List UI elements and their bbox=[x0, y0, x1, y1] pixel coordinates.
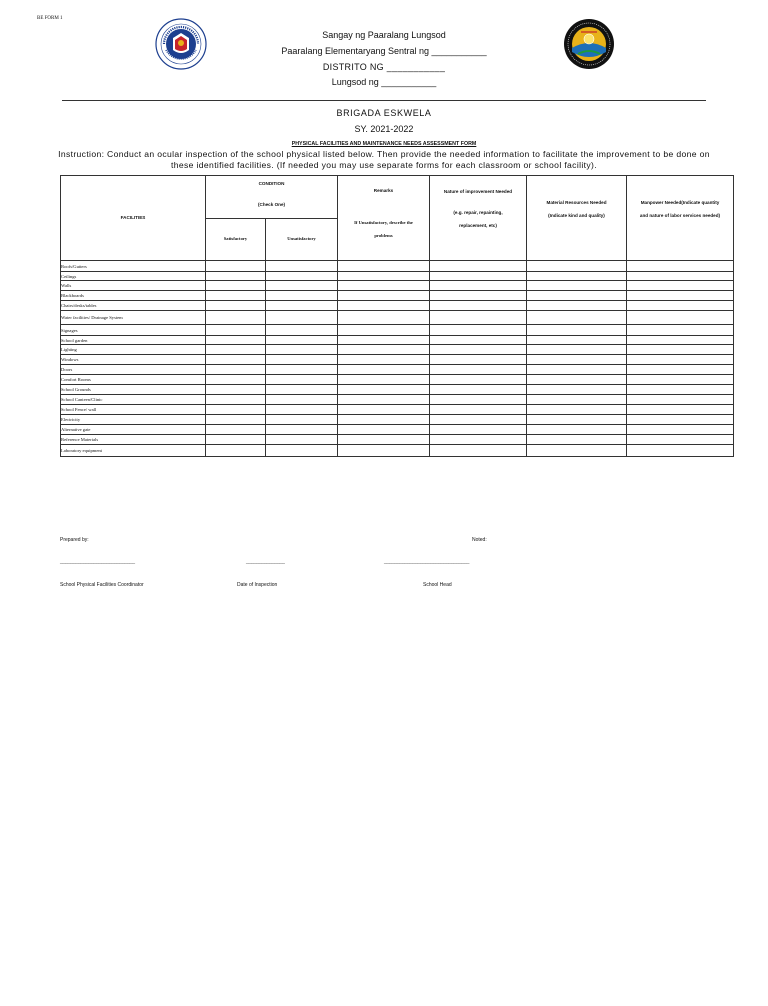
unsatisfactory-check-cell[interactable] bbox=[266, 291, 338, 301]
nature-cell[interactable] bbox=[430, 261, 527, 272]
header-city: Lungsod ng ___________ bbox=[331, 77, 437, 87]
material-header bbox=[527, 176, 627, 261]
nature-cell[interactable] bbox=[430, 445, 527, 457]
material-cell[interactable] bbox=[527, 272, 627, 281]
remarks-cell[interactable] bbox=[338, 375, 430, 385]
table-row bbox=[61, 301, 734, 311]
material-cell[interactable] bbox=[527, 365, 627, 375]
facility-name-cell: Comfort Rooms bbox=[61, 375, 206, 385]
table-row bbox=[61, 325, 734, 336]
assessment-table bbox=[60, 175, 734, 457]
table-row bbox=[61, 261, 734, 272]
table-row bbox=[61, 336, 734, 345]
remarks-cell[interactable] bbox=[338, 445, 430, 457]
remarks-label: Remarks bbox=[373, 188, 394, 193]
satisfactory-check-cell[interactable] bbox=[206, 395, 266, 405]
coordinator-signature-line[interactable]: _____________________________ bbox=[60, 559, 135, 565]
nature-cell[interactable] bbox=[430, 385, 527, 395]
nature-label: Nature of improvement Needed bbox=[443, 189, 513, 194]
satisfactory-check-cell[interactable] bbox=[206, 405, 266, 415]
facility-name-cell: School garden bbox=[61, 336, 206, 345]
unsatisfactory-check-cell[interactable] bbox=[266, 415, 338, 425]
unsatisfactory-check-cell[interactable] bbox=[266, 375, 338, 385]
facilities-header-label: FACILITIES bbox=[120, 215, 146, 220]
facility-name-cell: School Canteen/Clinic bbox=[61, 395, 206, 405]
header-district: DISTRITO NG ___________ bbox=[322, 62, 446, 72]
noted-label: Noted: bbox=[472, 537, 487, 543]
manpower-cell[interactable] bbox=[627, 415, 734, 425]
head-caption: School Head bbox=[423, 582, 452, 588]
header-divider bbox=[62, 100, 706, 101]
table-row bbox=[61, 345, 734, 355]
remarks-cell[interactable] bbox=[338, 355, 430, 365]
nature-cell[interactable] bbox=[430, 301, 527, 311]
material-cell[interactable] bbox=[527, 301, 627, 311]
manpower-cell[interactable] bbox=[627, 311, 734, 325]
facility-name-cell: Roofs/Gutters bbox=[61, 261, 206, 272]
manpower-cell[interactable] bbox=[627, 345, 734, 355]
manpower-cell[interactable] bbox=[627, 405, 734, 415]
table-row bbox=[61, 311, 734, 325]
nature-cell[interactable] bbox=[430, 355, 527, 365]
nature-cell[interactable] bbox=[430, 281, 527, 291]
satisfactory-check-cell[interactable] bbox=[206, 272, 266, 281]
manpower-cell[interactable] bbox=[627, 261, 734, 272]
material-cell[interactable] bbox=[527, 425, 627, 435]
page-title: BRIGADA ESKWELA bbox=[336, 108, 432, 118]
material-cell[interactable] bbox=[527, 415, 627, 425]
form-name: PHYSICAL FACILITIES AND MAINTENANCE NEEDS ASSESSMENT FORM bbox=[291, 141, 477, 147]
check-one-label: (Check One) bbox=[257, 201, 286, 207]
instruction-text: Instruction: Conduct an ocular inspection of the school physical listed below. Then provide the needed information to facilitate the improvement to be done on these identified facilities. (If needed you may use separate forms for each classroom or school facility). bbox=[58, 149, 710, 170]
nature-note-line2: replacement, etc) bbox=[459, 223, 497, 228]
unsatisfactory-check-cell[interactable] bbox=[266, 385, 338, 395]
manpower-cell[interactable] bbox=[627, 385, 734, 395]
nature-cell[interactable] bbox=[430, 365, 527, 375]
table-row bbox=[61, 291, 734, 301]
satisfactory-check-cell[interactable] bbox=[206, 261, 266, 272]
manpower-cell[interactable] bbox=[627, 375, 734, 385]
nature-cell[interactable] bbox=[430, 435, 527, 445]
satisfactory-check-cell[interactable] bbox=[206, 445, 266, 457]
unsatisfactory-check-cell[interactable] bbox=[266, 311, 338, 325]
facilities-header bbox=[61, 176, 206, 261]
date-caption: Date of Inspection bbox=[237, 582, 278, 588]
unsatisfactory-check-cell[interactable] bbox=[266, 435, 338, 445]
unsatisfactory-check-cell[interactable] bbox=[266, 445, 338, 457]
nature-cell[interactable] bbox=[430, 325, 527, 336]
manpower-cell[interactable] bbox=[627, 272, 734, 281]
table-row bbox=[61, 445, 734, 457]
facility-name-cell: Windows bbox=[61, 355, 206, 365]
unsatisfactory-check-cell[interactable] bbox=[266, 425, 338, 435]
satisfactory-check-cell[interactable] bbox=[206, 385, 266, 395]
facility-name-cell: Blackboards bbox=[61, 291, 206, 301]
nature-cell[interactable] bbox=[430, 425, 527, 435]
unsatisfactory-check-cell[interactable] bbox=[266, 395, 338, 405]
nature-cell[interactable] bbox=[430, 336, 527, 345]
facility-name-cell: Water facilities/ Drainage System bbox=[61, 311, 206, 325]
remarks-cell[interactable] bbox=[338, 365, 430, 375]
facility-name-cell: Laboratory equipment bbox=[61, 445, 206, 457]
manpower-cell[interactable] bbox=[627, 301, 734, 311]
material-cell[interactable] bbox=[527, 355, 627, 365]
material-cell[interactable] bbox=[527, 281, 627, 291]
manpower-cell[interactable] bbox=[627, 291, 734, 301]
satisfactory-check-cell[interactable] bbox=[206, 301, 266, 311]
remarks-cell[interactable] bbox=[338, 336, 430, 345]
header-division: Sangay ng Paaralang Lungsod bbox=[322, 30, 446, 40]
satisfactory-check-cell[interactable] bbox=[206, 415, 266, 425]
prepared-by-label: Prepared by: bbox=[60, 537, 89, 543]
remarks-cell[interactable] bbox=[338, 311, 430, 325]
facility-name-cell: Ceilings bbox=[61, 272, 206, 281]
manpower-cell[interactable] bbox=[627, 355, 734, 365]
table-row bbox=[61, 272, 734, 281]
header-school: Paaralang Elementaryang Sentral ng ___________ bbox=[281, 46, 487, 56]
remarks-header bbox=[338, 176, 430, 261]
table-row bbox=[61, 415, 734, 425]
nature-cell[interactable] bbox=[430, 395, 527, 405]
satisfactory-check-cell[interactable] bbox=[206, 325, 266, 336]
satisfactory-check-cell[interactable] bbox=[206, 355, 266, 365]
material-cell[interactable] bbox=[527, 445, 627, 457]
manpower-cell[interactable] bbox=[627, 445, 734, 457]
manpower-header bbox=[627, 176, 734, 261]
satisfactory-header bbox=[206, 218, 266, 261]
table-row bbox=[61, 435, 734, 445]
table-row bbox=[61, 425, 734, 435]
satisfactory-check-cell[interactable] bbox=[206, 311, 266, 325]
remarks-cell[interactable] bbox=[338, 435, 430, 445]
unsatisfactory-check-cell[interactable] bbox=[266, 345, 338, 355]
remarks-cell[interactable] bbox=[338, 395, 430, 405]
unsatisfactory-check-cell[interactable] bbox=[266, 281, 338, 291]
remarks-cell[interactable] bbox=[338, 345, 430, 355]
unsatisfactory-label: Unsatisfactory bbox=[287, 236, 316, 242]
remarks-cell[interactable] bbox=[338, 325, 430, 336]
remarks-cell[interactable] bbox=[338, 291, 430, 301]
nature-cell[interactable] bbox=[430, 291, 527, 301]
material-cell[interactable] bbox=[527, 405, 627, 415]
unsatisfactory-check-cell[interactable] bbox=[266, 405, 338, 415]
remarks-cell[interactable] bbox=[338, 405, 430, 415]
manpower-cell[interactable] bbox=[627, 365, 734, 375]
facility-name-cell: Alternative gate bbox=[61, 425, 206, 435]
nature-cell[interactable] bbox=[430, 272, 527, 281]
material-cell[interactable] bbox=[527, 311, 627, 325]
remarks-note-line2: problems bbox=[374, 233, 393, 238]
facility-name-cell: Walls bbox=[61, 281, 206, 291]
material-note: (Indicate kind and quality) bbox=[548, 213, 605, 218]
material-cell[interactable] bbox=[527, 375, 627, 385]
nature-cell[interactable] bbox=[430, 375, 527, 385]
satisfactory-check-cell[interactable] bbox=[206, 425, 266, 435]
remarks-cell[interactable] bbox=[338, 261, 430, 272]
satisfactory-check-cell[interactable] bbox=[206, 365, 266, 375]
facility-name-cell: Reference Materials bbox=[61, 435, 206, 445]
manpower-note: and nature of labor services needed) bbox=[639, 213, 721, 218]
unsatisfactory-check-cell[interactable] bbox=[266, 301, 338, 311]
satisfactory-check-cell[interactable] bbox=[206, 375, 266, 385]
unsatisfactory-check-cell[interactable] bbox=[266, 355, 338, 365]
table-row bbox=[61, 395, 734, 405]
nature-cell[interactable] bbox=[430, 405, 527, 415]
material-cell[interactable] bbox=[527, 336, 627, 345]
unsatisfactory-check-cell[interactable] bbox=[266, 325, 338, 336]
material-cell[interactable] bbox=[527, 325, 627, 336]
material-cell[interactable] bbox=[527, 395, 627, 405]
unsatisfactory-header bbox=[266, 218, 338, 261]
satisfactory-check-cell[interactable] bbox=[206, 345, 266, 355]
material-cell[interactable] bbox=[527, 345, 627, 355]
manpower-cell[interactable] bbox=[627, 395, 734, 405]
material-label: Material Resources Needed bbox=[546, 200, 607, 205]
table-row bbox=[61, 385, 734, 395]
satisfactory-check-cell[interactable] bbox=[206, 435, 266, 445]
school-year: SY. 2021-2022 bbox=[354, 124, 414, 134]
table-row bbox=[61, 365, 734, 375]
table-row bbox=[61, 355, 734, 365]
facility-name-cell: School Fence/ wall bbox=[61, 405, 206, 415]
table-row bbox=[61, 405, 734, 415]
facility-name-cell: Lighting bbox=[61, 345, 206, 355]
satisfactory-check-cell[interactable] bbox=[206, 291, 266, 301]
manpower-cell[interactable] bbox=[627, 281, 734, 291]
remarks-cell[interactable] bbox=[338, 272, 430, 281]
remarks-cell[interactable] bbox=[338, 385, 430, 395]
nature-header bbox=[430, 176, 527, 261]
facility-rows bbox=[61, 261, 734, 457]
facility-name-cell: School Grounds bbox=[61, 385, 206, 395]
facility-name-cell: Chairs/desks/tables bbox=[61, 301, 206, 311]
manpower-label: Manpower Needed(Indicate quantity bbox=[640, 200, 720, 205]
manpower-cell[interactable] bbox=[627, 336, 734, 345]
nature-cell[interactable] bbox=[430, 415, 527, 425]
form-code: BE FORM 1 bbox=[37, 16, 63, 21]
unsatisfactory-check-cell[interactable] bbox=[266, 261, 338, 272]
manpower-cell[interactable] bbox=[627, 425, 734, 435]
remarks-cell[interactable] bbox=[338, 415, 430, 425]
satisfactory-check-cell[interactable] bbox=[206, 336, 266, 345]
facility-name-cell: Doors bbox=[61, 365, 206, 375]
remarks-cell[interactable] bbox=[338, 281, 430, 291]
nature-note-line1: (e.g. repair, repainting, bbox=[453, 210, 503, 215]
date-signature-line[interactable]: _______________ bbox=[246, 559, 285, 565]
remarks-note-line1: If Unsatisfactory, describe the bbox=[354, 220, 413, 225]
remarks-cell[interactable] bbox=[338, 425, 430, 435]
nature-cell[interactable] bbox=[430, 311, 527, 325]
satisfactory-label: Satisfactory bbox=[223, 236, 248, 242]
coordinator-caption: School Physical Facilities Coordinator bbox=[60, 582, 144, 588]
unsatisfactory-check-cell[interactable] bbox=[266, 272, 338, 281]
manpower-cell[interactable] bbox=[627, 435, 734, 445]
table-row bbox=[61, 281, 734, 291]
nature-cell[interactable] bbox=[430, 345, 527, 355]
table-row bbox=[61, 375, 734, 385]
remarks-cell[interactable] bbox=[338, 301, 430, 311]
facility-name-cell: Electricity bbox=[61, 415, 206, 425]
satisfactory-check-cell[interactable] bbox=[206, 281, 266, 291]
material-cell[interactable] bbox=[527, 385, 627, 395]
facility-name-cell: Signages bbox=[61, 325, 206, 336]
unsatisfactory-check-cell[interactable] bbox=[266, 365, 338, 375]
material-cell[interactable] bbox=[527, 291, 627, 301]
unsatisfactory-check-cell[interactable] bbox=[266, 336, 338, 345]
manpower-cell[interactable] bbox=[627, 325, 734, 336]
condition-label: CONDITION bbox=[258, 180, 285, 186]
head-signature-line[interactable]: _________________________________ bbox=[384, 559, 470, 565]
material-cell[interactable] bbox=[527, 261, 627, 272]
condition-header bbox=[206, 176, 338, 219]
material-cell[interactable] bbox=[527, 435, 627, 445]
